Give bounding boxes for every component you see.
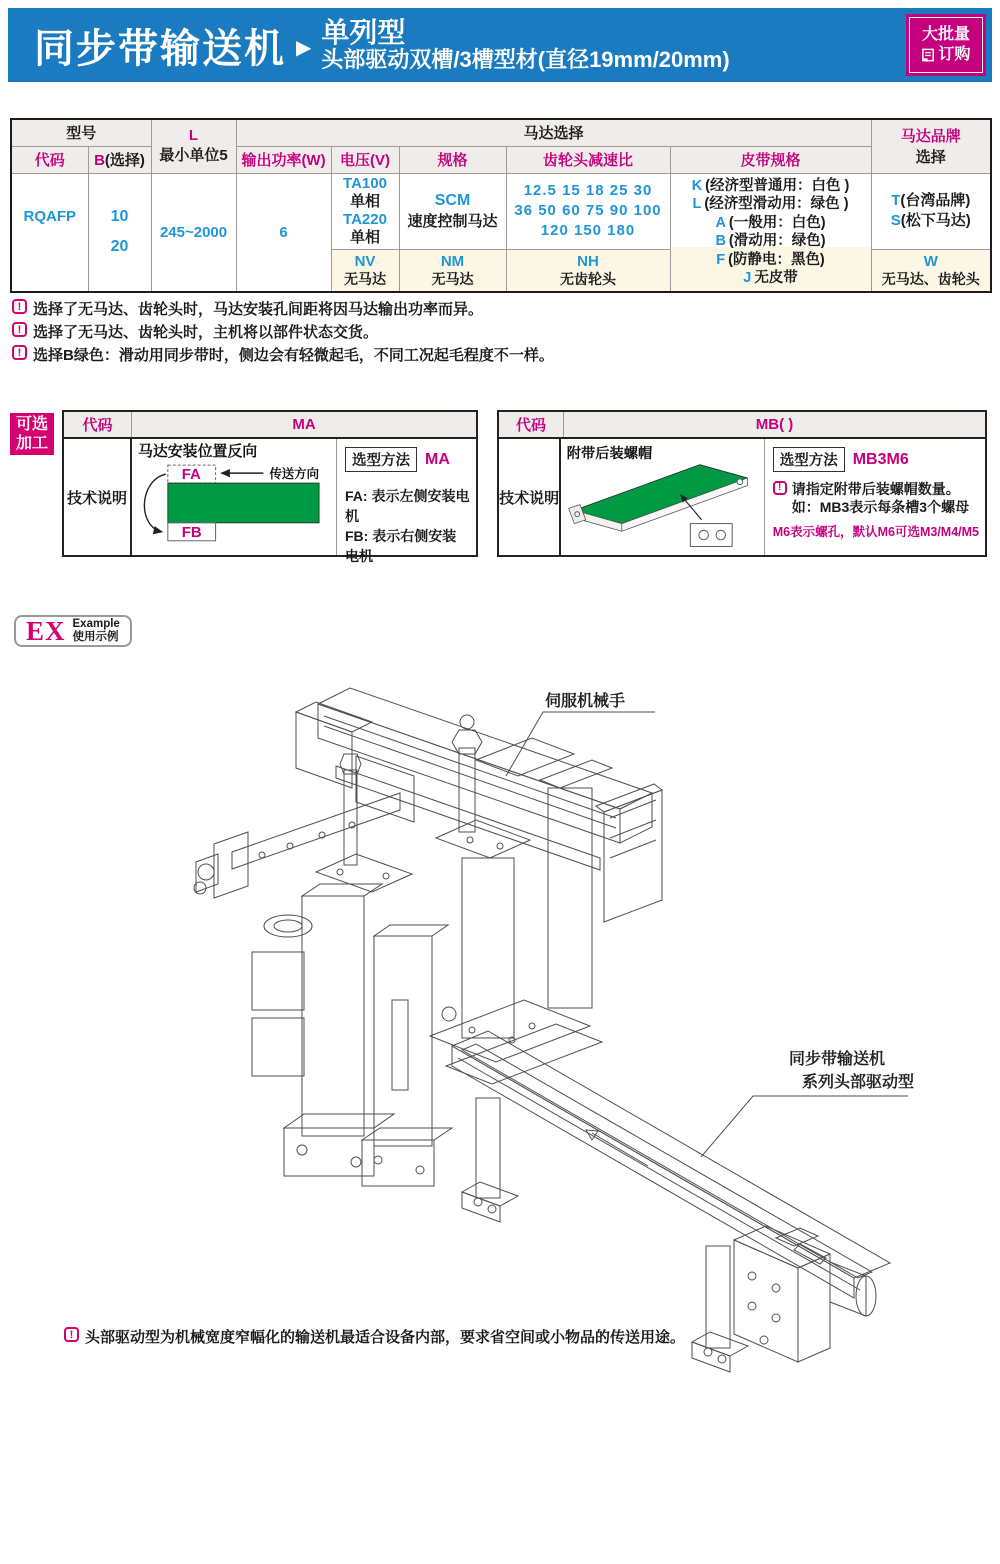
header-gear-ratio: 齿轮头减速比 (506, 146, 670, 173)
badge-line2: 订购 (938, 46, 971, 63)
optional-table-mb (497, 410, 987, 557)
cell-belt-options: K (经济型普通用：白色 ) L (经济型滑动用：绿色 ) A (一般用：白色) B (滑动用：绿色) F (防静电：黑色) J 无皮带 (670, 173, 871, 292)
header-motor-brand: 马达品牌 选择 (871, 119, 991, 173)
mb-note-line2: 如：MB3表示每条槽3个螺母 (791, 499, 970, 515)
note-line (12, 344, 554, 367)
cell-gear-none: NH 无齿轮头 (506, 249, 670, 292)
mb-note-line1: 请指定附带后装螺帽数量。 (791, 481, 960, 497)
ma-desc-fb: FB: 表示右侧安装电机 (345, 528, 457, 564)
ma-diagram-title: 马达安装位置反向 (137, 443, 258, 461)
mb-diagram-title: 附带后装螺帽 (566, 446, 653, 463)
header-belt-spec: 皮带规格 (670, 146, 871, 173)
warning-icon: ! (12, 299, 27, 314)
note-text: 选择了无马达、齿轮头时，主机将以部件状态交货。 (33, 324, 379, 341)
badge-line1: 大批量 (921, 26, 970, 43)
mb-method-value: MB3M6 (852, 450, 909, 468)
header-model: 型号 (11, 119, 151, 146)
cell-spec-main: SCM 速度控制马达 (399, 173, 506, 249)
arrow-right-icon: ▶ (296, 36, 312, 59)
cell-model-code: RQAFP (11, 173, 88, 292)
transport-direction-label: 传送方向 (269, 467, 320, 482)
warning-icon: ! (12, 345, 27, 360)
bulk-order-badge-inner (909, 17, 983, 73)
warning-icon: ! (64, 1327, 79, 1342)
cell-voltage-none: NV 无马达 (331, 249, 399, 292)
page-subtitle (321, 17, 729, 73)
header-voltage: 电压(V) (331, 146, 399, 173)
example-badge (14, 615, 132, 647)
header-power: 输出功率(W) (236, 146, 331, 173)
bottom-note (64, 1326, 685, 1347)
example-usage-drawing (0, 660, 1000, 1420)
order-doc-icon (921, 48, 936, 63)
fb-label: FB (181, 523, 202, 541)
header-motor-select: 马达选择 (236, 119, 871, 146)
warning-icon: ! (12, 322, 27, 337)
table-notes (12, 298, 554, 367)
mb-code-value: MB( ) (755, 416, 794, 433)
optional-processing-badge: 可选 加工 (10, 413, 54, 455)
mb-tech-label: 技术说明 (499, 439, 561, 555)
cell-brand-options: T(台湾品牌) S(松下马达) (871, 173, 991, 249)
page-title: 同步带输送机 (34, 26, 286, 71)
header-code: 代码 (11, 146, 88, 173)
mb-note-line3: M6表示螺孔，默认M6可选M3/M4/M5 (772, 525, 979, 539)
mb-code-label: 代码 (499, 412, 564, 437)
conveyor-label-line1: 同步带输送机 (789, 1051, 886, 1068)
ex-side-labels: Example 使用示例 (72, 618, 120, 643)
ma-code-label: 代码 (64, 412, 132, 437)
subtitle-line2: 头部驱动双槽/3槽型材(直径19mm/20mm) (321, 47, 730, 73)
cell-b-values: 10 20 (88, 173, 151, 292)
cell-brand-none: W 无马达、齿轮头 (871, 249, 991, 292)
header-b-select: B(选择) (88, 146, 151, 173)
belt-green-rect (168, 483, 319, 523)
mb-diagram (561, 439, 765, 555)
ma-code-value: MA (292, 416, 316, 433)
bottom-note-text: 头部驱动型为机械宽度窄幅化的输送机最适合设备内部，要求省空间或小物品的传送用途。 (85, 1329, 686, 1346)
header-length: L 最小单位5 (151, 119, 236, 173)
subtitle-line1: 单列型 (321, 17, 406, 48)
note-text: 选择了无马达、齿轮头时，马达安装孔间距将因马达输出功率而异。 (33, 301, 484, 318)
optional-table-ma (62, 410, 478, 564)
cell-power: 6 (236, 173, 331, 292)
ma-method (337, 439, 476, 564)
mb-method (765, 439, 985, 555)
product-spec-table (10, 118, 992, 293)
bulk-order-badge (906, 14, 986, 76)
ma-diagram (132, 439, 337, 555)
fa-label: FA (181, 466, 201, 484)
ma-desc-fa: FA: 表示左侧安装电机 (345, 488, 470, 524)
cell-gear-ratios: 12.5 15 18 25 30 36 50 60 75 90 100 120 150 180 (506, 173, 670, 249)
ma-method-value: MA (425, 450, 450, 468)
cell-voltage-main: TA100 单相 TA220 单相 (331, 173, 399, 249)
note-line (12, 298, 554, 321)
servo-robot-label: 伺服机械手 (545, 693, 626, 710)
method-box-label: 选型方法 (345, 447, 417, 472)
conveyor-label-line2: 系列头部驱动型 (802, 1074, 915, 1091)
cell-l-range: 245~2000 (151, 173, 236, 292)
header-spec: 规格 (399, 146, 506, 173)
page-header-banner (8, 8, 992, 82)
warning-icon: ! (773, 481, 787, 495)
note-text: 选择B绿色：滑动用同步带时，侧边会有轻微起毛，不同工况起毛程度不一样。 (33, 347, 554, 364)
method-box-label: 选型方法 (773, 447, 845, 472)
note-line (12, 321, 554, 344)
ma-tech-label: 技术说明 (64, 439, 132, 555)
ex-label: EX (26, 615, 66, 646)
cell-spec-none: NM 无马达 (399, 249, 506, 292)
